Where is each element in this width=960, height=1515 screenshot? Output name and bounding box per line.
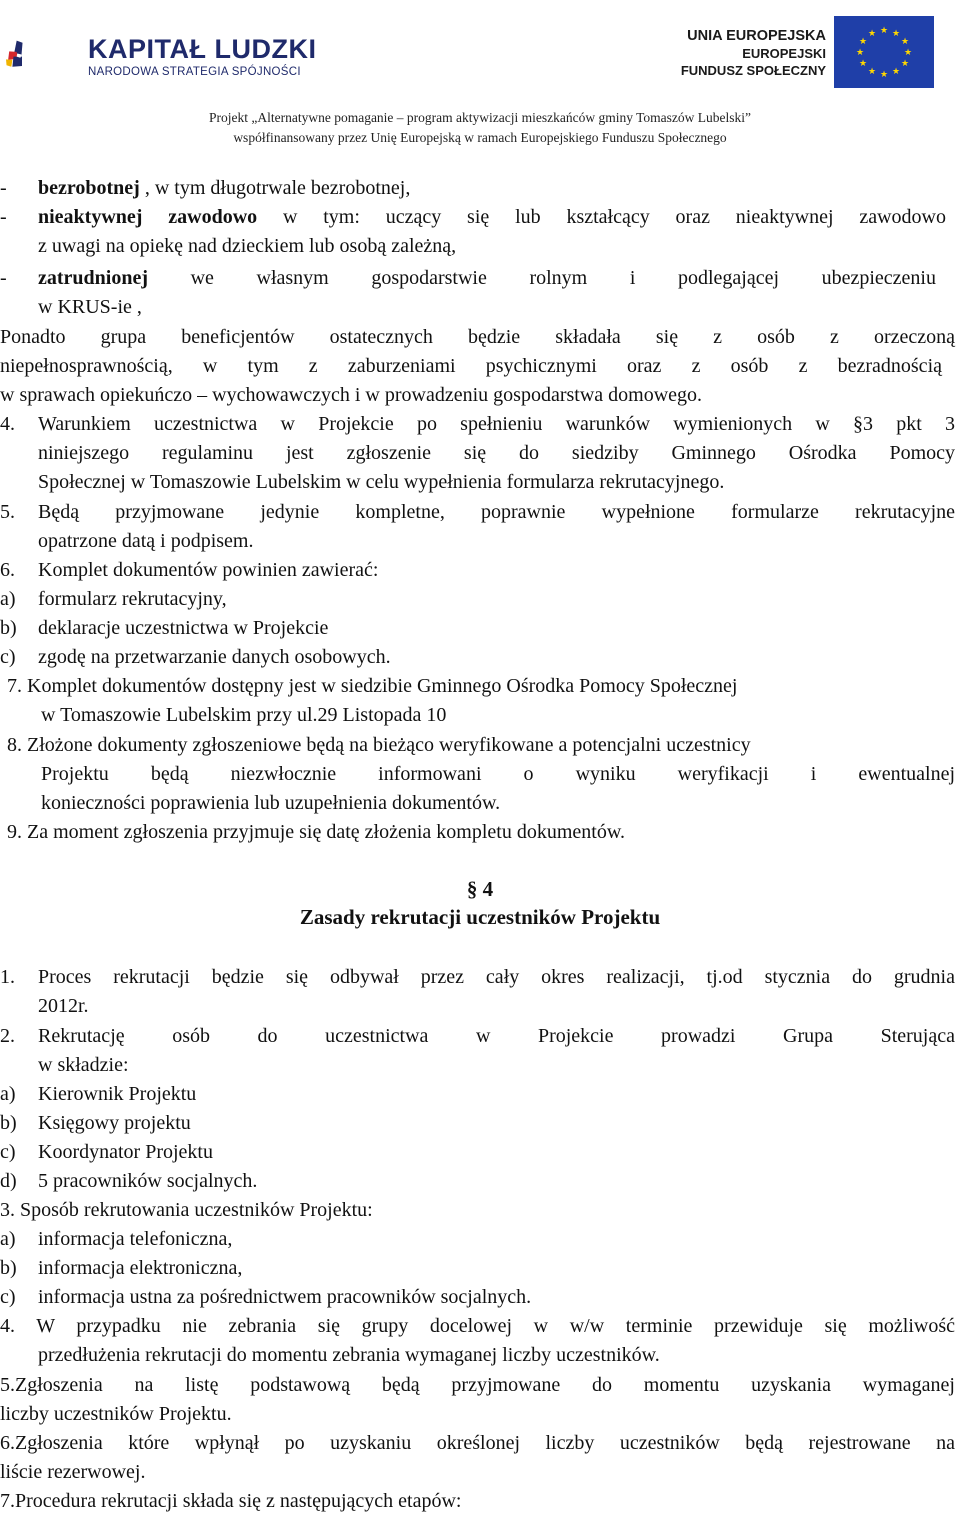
item-line: 7.Procedura rekrutacji składa się z następujących etapów:	[0, 1490, 462, 1512]
eu-logo-line1: UNIA EUROPEJSKA	[687, 28, 826, 44]
sub-item: informacja elektroniczna,	[38, 1257, 243, 1279]
sub-item: informacja telefoniczna,	[38, 1228, 233, 1250]
item-line: liczby uczestników Projektu.	[0, 1403, 232, 1425]
item-line: 9. Za moment zgłoszenia przyjmuje się datę złożenia kompletu dokumentów.	[7, 821, 625, 843]
sub-item: 5 pracowników socjalnych.	[38, 1170, 258, 1192]
item-number: 1.	[0, 966, 15, 988]
sub-letter: b)	[0, 1112, 17, 1134]
item-line: Będą przyjmowane jedynie kompletne, poprawnie wypełnione formularze rekrutacyjne	[38, 501, 955, 523]
svg-text:★: ★	[858, 37, 868, 47]
svg-text:★: ★	[867, 67, 877, 77]
sub-item: Koordynator Projektu	[38, 1141, 213, 1163]
item-line: 6.Zgłoszenia które wpłynął po uzyskaniu określonej liczby uczestników będą rejestrowane na	[0, 1432, 955, 1454]
sub-letter: b)	[0, 1257, 17, 1279]
list-item-text: we własnym gospodarstwie rolnym i podlegającej ubezpieczeniu	[148, 267, 936, 289]
sub-item: Kierownik Projektu	[38, 1083, 197, 1105]
section-sign: § 4	[466, 877, 494, 901]
svg-text:★: ★	[879, 70, 889, 80]
sub-letter: c)	[0, 646, 16, 668]
paragraph-line: Ponadto grupa beneficjentów ostatecznych będzie składała się z osób z orzeczoną	[0, 326, 955, 348]
list-item	[38, 205, 946, 229]
list-item-bold: zatrudnionej	[38, 267, 148, 289]
sub-item: formularz rekrutacyjny,	[38, 588, 227, 610]
svg-text:★: ★	[900, 37, 910, 47]
list-item-continuation: z uwagi na opiekę nad dzieckiem lub osobą zależną,	[38, 235, 457, 257]
sub-letter: d)	[0, 1170, 17, 1192]
item-number: 4.	[0, 413, 15, 435]
item-line: 3. Sposób rekrutowania uczestników Projektu:	[0, 1199, 373, 1221]
list-item-bold: bezrobotnej	[38, 177, 140, 199]
kapital-ludzki-emblem-icon	[6, 4, 86, 104]
item-line: konieczności poprawienia lub uzupełnienia dokumentów.	[41, 792, 501, 814]
item-line: przedłużenia rekrutacji do momentu zebrania wymaganej liczby uczestników.	[38, 1344, 660, 1366]
svg-text:★: ★	[879, 26, 889, 36]
item-line: liście rezerwowej.	[0, 1461, 146, 1483]
item-line: w Tomaszowie Lubelskim przy ul.29 Listopada 10	[41, 704, 447, 726]
svg-text:★: ★	[900, 59, 910, 69]
item-line: Proces rekrutacji będzie się odbywał przez cały okres realizacji, tj.od stycznia do grudnia	[38, 966, 955, 988]
item-line: 5.Zgłoszenia na listę podstawową będą przyjmowane do momentu uzyskania wymaganej	[0, 1374, 955, 1396]
item-line: 7. Komplet dokumentów dostępny jest w siedzibie Gminnego Ośrodka Pomocy Społecznej	[7, 675, 738, 697]
sub-letter: c)	[0, 1286, 16, 1308]
item-line: 8. Złożone dokumenty zgłoszeniowe będą na bieżąco weryfikowane a potencjalni uczestnicy	[7, 734, 751, 756]
paragraph-line: w sprawach opiekuńczo – wychowawczych i w prowadzeniu gospodarstwa domowego.	[0, 384, 703, 406]
item-number: 5.	[0, 501, 15, 523]
list-item-continuation: w KRUS-ie ,	[38, 296, 142, 318]
svg-text:★: ★	[903, 48, 913, 58]
item-line: opatrzone datą i podpisem.	[38, 530, 254, 552]
sub-item: Księgowy projektu	[38, 1112, 191, 1134]
item-line: Rekrutację osób do uczestnictwa w Projekcie prowadzi Grupa Sterująca	[38, 1025, 955, 1047]
sub-letter: c)	[0, 1141, 16, 1163]
item-line: Projektu będą niezwłocznie informowani o wyniku weryfikacji i ewentualnej	[41, 763, 955, 785]
item-line: w składzie:	[38, 1054, 129, 1076]
list-item	[38, 176, 410, 200]
item-line: niniejszego regulaminu jest zgłoszenie się do siedziby Gminnego Ośrodka Pomocy	[38, 442, 955, 464]
paragraph-line: niepełnosprawnością, w tym z zaburzeniami psychicznymi oraz z osób z bezradnością	[0, 355, 942, 377]
item-number: 6.	[0, 559, 15, 581]
sub-letter: a)	[0, 1083, 16, 1105]
item-line: 4. W przypadku nie zebrania się grupy docelowej w w/w terminie przewiduje się możliwość	[0, 1315, 955, 1337]
item-line: Społecznej w Tomaszowie Lubelskim w celu wypełnienia formularza rekrutacyjnego.	[38, 471, 725, 493]
svg-text:★: ★	[891, 29, 901, 39]
item-number: 2.	[0, 1025, 15, 1047]
svg-text:★: ★	[867, 29, 877, 39]
section-title: Zasady rekrutacji uczestników Projektu	[299, 905, 661, 929]
project-cofinance-line: współfinansowany przez Unię Europejską w ramach Europejskiego Funduszu Społecznego	[233, 130, 727, 145]
project-title-line: Projekt „Alternatywne pomaganie – program aktywizacji mieszkańców gminy Tomaszów Lubelski”	[208, 110, 752, 125]
item-line: Warunkiem uczestnictwa w Projekcie po spełnieniu warunków wymienionych w §3 pkt 3	[38, 413, 955, 435]
eu-logo-line3: FUNDUSZ SPOŁECZNY	[680, 63, 826, 78]
svg-text:★: ★	[891, 67, 901, 77]
list-dash: -	[0, 177, 7, 199]
sub-letter: b)	[0, 617, 17, 639]
sub-item: zgodę na przetwarzanie danych osobowych.	[38, 646, 391, 668]
item-line: Komplet dokumentów powinien zawierać:	[38, 559, 379, 581]
list-dash: -	[0, 267, 7, 289]
sub-item: deklaracje uczestnictwa w Projekcie	[38, 617, 329, 639]
kapital-ludzki-subtitle: NARODOWA STRATEGIA SPÓJNOŚCI	[88, 66, 301, 78]
list-dash: -	[0, 206, 7, 228]
list-item-text: w tym: uczący się lub kształcący oraz nieaktywnej zawodowo	[257, 206, 946, 228]
svg-text:★: ★	[858, 59, 868, 69]
list-item	[38, 266, 936, 290]
sub-item: informacja ustna za pośrednictwem pracowników socjalnych.	[38, 1286, 532, 1308]
list-item-text: , w tym długotrwale bezrobotnej,	[139, 177, 411, 199]
sub-letter: a)	[0, 1228, 16, 1250]
sub-letter: a)	[0, 588, 16, 610]
item-line: 2012r.	[38, 995, 89, 1017]
eu-flag-icon	[834, 16, 934, 88]
eu-logo-line2: EUROPEJSKI	[742, 46, 826, 61]
kapital-ludzki-title: KAPITAŁ LUDZKI	[88, 34, 317, 64]
list-item-bold: nieaktywnej zawodowo	[38, 206, 258, 228]
svg-text:★: ★	[855, 48, 865, 58]
